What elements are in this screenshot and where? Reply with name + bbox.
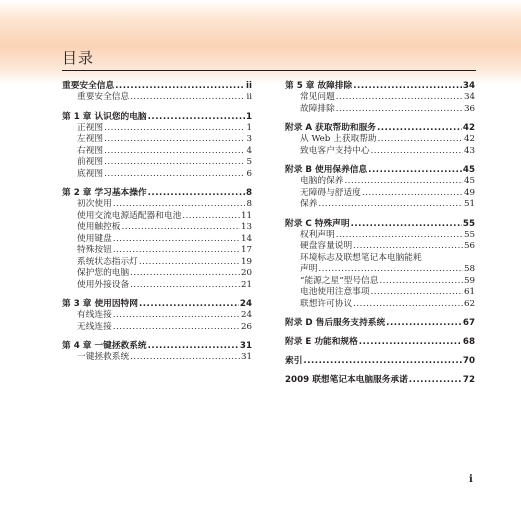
- toc-section-entry[interactable]: [62, 199, 252, 211]
- toc-page-number: ii: [246, 92, 252, 102]
- toc-entry-label: 左视图: [77, 134, 104, 144]
- toc-chapter-entry[interactable]: [62, 298, 252, 310]
- toc-section-entry[interactable]: [62, 257, 252, 269]
- toc-dot-leader: [303, 355, 462, 367]
- toc-entry-label: 附录 D 售后服务支持系统: [285, 318, 386, 328]
- toc-dot-leader: [318, 199, 463, 211]
- toc-chapter-entry[interactable]: [62, 80, 252, 92]
- toc-page-number: 34: [462, 81, 475, 91]
- toc-page-number: 5: [246, 157, 252, 167]
- toc-spacer: [285, 329, 475, 336]
- toc-section-entry[interactable]: [62, 310, 252, 322]
- toc-section-entry[interactable]: [285, 104, 475, 116]
- toc-page-number: 45: [463, 176, 475, 186]
- toc-chapter-entry[interactable]: [285, 164, 475, 176]
- toc-entry-label: 重要安全信息: [77, 92, 130, 102]
- toc-page-number: 8: [245, 188, 252, 198]
- toc-dot-leader: [104, 146, 245, 158]
- toc-page-number: 8: [246, 199, 252, 209]
- toc-section-entry[interactable]: [285, 264, 475, 276]
- toc-page-number: 6: [246, 168, 252, 179]
- toc-dot-leader: [130, 352, 240, 364]
- toc-spacer: [285, 157, 475, 164]
- toc-page-number: 56: [463, 241, 475, 251]
- toc-dot-leader: [130, 268, 240, 280]
- toc-section-entry[interactable]: [285, 241, 475, 253]
- toc-page-number: 70: [462, 356, 475, 366]
- toc-entry-label: 声明: [300, 264, 318, 274]
- toc-page-number: 67: [462, 318, 475, 328]
- toc-page-number: 21: [240, 279, 252, 290]
- toc-dot-leader: [371, 146, 463, 158]
- toc-chapter-entry[interactable]: [285, 122, 475, 134]
- toc-section-entry[interactable]: [62, 134, 252, 146]
- toc-entry-label: 致电客户支持中心: [300, 145, 370, 156]
- toc-dot-leader: [368, 164, 462, 176]
- toc-entry-label: 系统状态指示灯: [77, 256, 138, 267]
- toc-spacer: [285, 367, 475, 374]
- toc-entry-label: 底视图: [77, 168, 104, 179]
- toc-dot-leader: [353, 241, 463, 253]
- toc-page-number: 36: [463, 103, 475, 114]
- toc-spacer: [62, 291, 252, 298]
- toc-entry-label: 重要安全信息: [62, 81, 115, 91]
- toc-spacer: [285, 348, 475, 355]
- toc-section-entry[interactable]: [285, 276, 475, 288]
- toc-page-number: 4: [246, 145, 252, 156]
- toc-page-number: 45: [462, 165, 475, 175]
- toc-section-entry[interactable]: [62, 222, 252, 234]
- toc-section-entry[interactable]: [285, 253, 475, 265]
- toc-section-entry[interactable]: [62, 146, 252, 158]
- toc-page-number: 20: [240, 268, 252, 278]
- toc-dot-leader: [130, 280, 240, 292]
- toc-entry-label: 正视图: [77, 122, 104, 133]
- toc-page-number: 59: [463, 275, 475, 286]
- toc-page-number: 58: [463, 264, 475, 274]
- toc-dot-leader: [139, 257, 240, 269]
- toc-page-number: 11: [240, 210, 252, 221]
- toc-page-number: 13: [240, 222, 252, 232]
- toc-spacer: [62, 180, 252, 187]
- toc-chapter-entry[interactable]: [285, 374, 475, 386]
- toc-entry-label: 使用交流电源适配器和电池: [77, 210, 182, 221]
- toc-entry-label: 环境标志及联想笔记本电脑能耗: [300, 252, 422, 263]
- toc-spacer: [285, 211, 475, 218]
- toc-dot-leader: [113, 322, 240, 334]
- toc-entry-label: 特殊按钮: [77, 245, 112, 255]
- toc-page-number: 1: [246, 122, 252, 133]
- toc-page-number: 24: [239, 299, 252, 309]
- page-number: i: [469, 474, 473, 485]
- toc-page-number: 61: [463, 287, 475, 297]
- toc-entry-label: 常见问题: [300, 92, 335, 102]
- toc-entry-label: 第 1 章 认识您的电脑: [62, 111, 147, 122]
- toc-entry-label: 使用触控板: [77, 222, 121, 232]
- toc-page-number: 19: [240, 256, 252, 267]
- toc-section-entry[interactable]: [285, 134, 475, 146]
- toc-entry-label: 故障排除: [300, 103, 335, 114]
- toc-section-entry[interactable]: [62, 157, 252, 169]
- toc-section-entry[interactable]: [62, 245, 252, 257]
- toc-section-entry[interactable]: [285, 230, 475, 242]
- toc-entry-label: 电池使用注意事项: [300, 287, 370, 297]
- toc-dot-leader: [336, 230, 463, 242]
- toc-right-column: [285, 80, 475, 386]
- toc-section-entry[interactable]: [62, 123, 252, 135]
- toc-entry-label: 权利声明: [300, 229, 335, 240]
- toc-entry-label: 右视图: [77, 145, 104, 156]
- toc-page-number: 26: [240, 321, 252, 332]
- toc-page-number: 17: [240, 245, 252, 255]
- toc-entry-label: 第 3 章 使用因特网: [62, 299, 138, 309]
- toc-entry-label: 第 5 章 故障排除: [285, 81, 353, 91]
- toc-page-number: 34: [463, 92, 475, 102]
- toc-page-number: 72: [462, 375, 475, 385]
- toc-dot-leader: [130, 92, 245, 104]
- toc-page-number: 55: [463, 229, 475, 240]
- toc-dot-leader: [113, 199, 246, 211]
- toc-chapter-entry[interactable]: [62, 111, 252, 123]
- toc-entry-label: 从 Web 上获取帮助: [300, 134, 377, 144]
- toc-dot-leader: [362, 188, 463, 200]
- toc-chapter-entry[interactable]: [285, 317, 475, 329]
- toc-entry-label: 一键拯救系统: [77, 352, 130, 362]
- toc-entry-label: 附录 B 使用保养信息: [285, 165, 368, 175]
- toc-section-entry[interactable]: [62, 92, 252, 104]
- toc-dot-leader: [336, 104, 463, 116]
- toc-section-entry[interactable]: [62, 234, 252, 246]
- toc-spacer: [285, 115, 475, 122]
- toc-page-number: 68: [462, 337, 475, 347]
- toc-left-column: [62, 80, 252, 364]
- toc-section-entry[interactable]: [62, 169, 252, 181]
- toc-dot-leader: [113, 234, 240, 246]
- toc-entry-label: 无障碍与舒适度: [300, 187, 361, 198]
- toc-entry-label: 保养: [300, 199, 318, 209]
- toc-dot-leader: [371, 287, 463, 299]
- toc-dot-leader: [121, 222, 240, 234]
- toc-entry-label: 初次使用: [77, 199, 112, 209]
- toc-page-number: 51: [463, 199, 475, 209]
- toc-section-entry[interactable]: [285, 199, 475, 211]
- toc-spacer: [285, 310, 475, 317]
- toc-page-number: 42: [463, 134, 475, 144]
- toc-entry-label: 使用键盘: [77, 233, 112, 244]
- toc-page-number: 1: [245, 111, 252, 122]
- toc-entry-label: 附录 E 功能和规格: [285, 337, 358, 347]
- toc-page-number: 31: [239, 341, 252, 351]
- toc-dot-leader: [353, 80, 462, 92]
- toc-dot-leader: [104, 123, 245, 135]
- toc-entry-label: 索引: [285, 356, 303, 366]
- toc-section-entry[interactable]: [62, 268, 252, 280]
- toc-chapter-entry[interactable]: [285, 218, 475, 230]
- toc-entry-label: 电脑的保养: [300, 176, 344, 186]
- toc-dot-leader: [148, 340, 239, 352]
- toc-dot-leader: [344, 176, 463, 188]
- toc-page-number: 24: [240, 310, 252, 320]
- toc-entry-label: 有线连接: [77, 310, 112, 320]
- toc-section-entry[interactable]: [62, 322, 252, 334]
- toc-section-entry[interactable]: [285, 188, 475, 200]
- toc-dot-leader: [104, 134, 245, 146]
- toc-chapter-entry[interactable]: [285, 336, 475, 348]
- toc-dot-leader: [148, 111, 245, 123]
- toc-dot-leader: [379, 276, 463, 288]
- toc-dot-leader: [139, 298, 239, 310]
- toc-dot-leader: [318, 264, 463, 276]
- toc-section-entry[interactable]: [285, 92, 475, 104]
- toc-entry-label: 附录 C 特殊声明: [285, 218, 350, 229]
- page-title: 目录: [62, 49, 95, 67]
- toc-chapter-entry[interactable]: [285, 80, 475, 92]
- toc-entry-label: 无线连接: [77, 321, 112, 332]
- toc-spacer: [62, 104, 252, 111]
- toc-dot-leader: [353, 299, 463, 311]
- toc-dot-leader: [351, 218, 462, 230]
- toc-section-entry[interactable]: [285, 176, 475, 188]
- toc-page-number: ii: [246, 81, 252, 91]
- toc-chapter-entry[interactable]: [62, 187, 252, 199]
- toc-page-number: 49: [463, 187, 475, 198]
- toc-entry-label: 使用外接设备: [77, 279, 130, 290]
- toc-dot-leader: [182, 211, 240, 223]
- toc-dot-leader: [104, 157, 245, 169]
- toc-page-number: 62: [463, 298, 475, 309]
- toc-dot-leader: [378, 134, 463, 146]
- title-underline: [62, 70, 476, 71]
- toc-section-entry[interactable]: [62, 211, 252, 223]
- toc-dot-leader: [409, 374, 462, 386]
- toc-section-entry[interactable]: [285, 299, 475, 311]
- toc-section-entry[interactable]: [285, 287, 475, 299]
- toc-dot-leader: [104, 169, 245, 181]
- toc-entry-label: 联想许可协议: [300, 298, 353, 309]
- toc-page-number: 42: [462, 123, 475, 133]
- toc-page-number: 43: [463, 145, 475, 156]
- toc-page-number: 31: [240, 352, 252, 362]
- toc-entry-label: “能源之星”型号信息: [300, 275, 379, 286]
- toc-chapter-entry[interactable]: [285, 355, 475, 367]
- toc-dot-leader: [386, 317, 462, 329]
- toc-dot-leader: [113, 310, 240, 322]
- toc-entry-label: 前视图: [77, 157, 104, 167]
- toc-dot-leader: [377, 122, 462, 134]
- toc-section-entry[interactable]: [285, 146, 475, 158]
- toc-page-number: 55: [462, 218, 475, 229]
- toc-dot-leader: [336, 92, 463, 104]
- toc-dot-leader: [115, 80, 245, 92]
- toc-entry-label: 保护您的电脑: [77, 268, 130, 278]
- toc-entry-label: 第 4 章 一键拯救系统: [62, 341, 147, 351]
- toc-chapter-entry[interactable]: [62, 340, 252, 352]
- toc-entry-label: 硬盘容量说明: [300, 241, 353, 251]
- toc-section-entry[interactable]: [62, 280, 252, 292]
- toc-dot-leader: [113, 245, 240, 257]
- toc-entry-label: 2009 联想笔记本电脑服务承诺: [285, 375, 408, 385]
- toc-dot-leader: [148, 187, 245, 199]
- toc-entry-label: 附录 A 获取帮助和服务: [285, 123, 376, 133]
- header-gradient-band: [0, 0, 521, 84]
- toc-spacer: [62, 333, 252, 340]
- toc-section-entry[interactable]: [62, 352, 252, 364]
- toc-page-number: 3: [246, 134, 252, 144]
- toc-dot-leader: [359, 336, 462, 348]
- toc-entry-label: 第 2 章 学习基本操作: [62, 188, 147, 198]
- toc-page-number: 14: [240, 233, 252, 244]
